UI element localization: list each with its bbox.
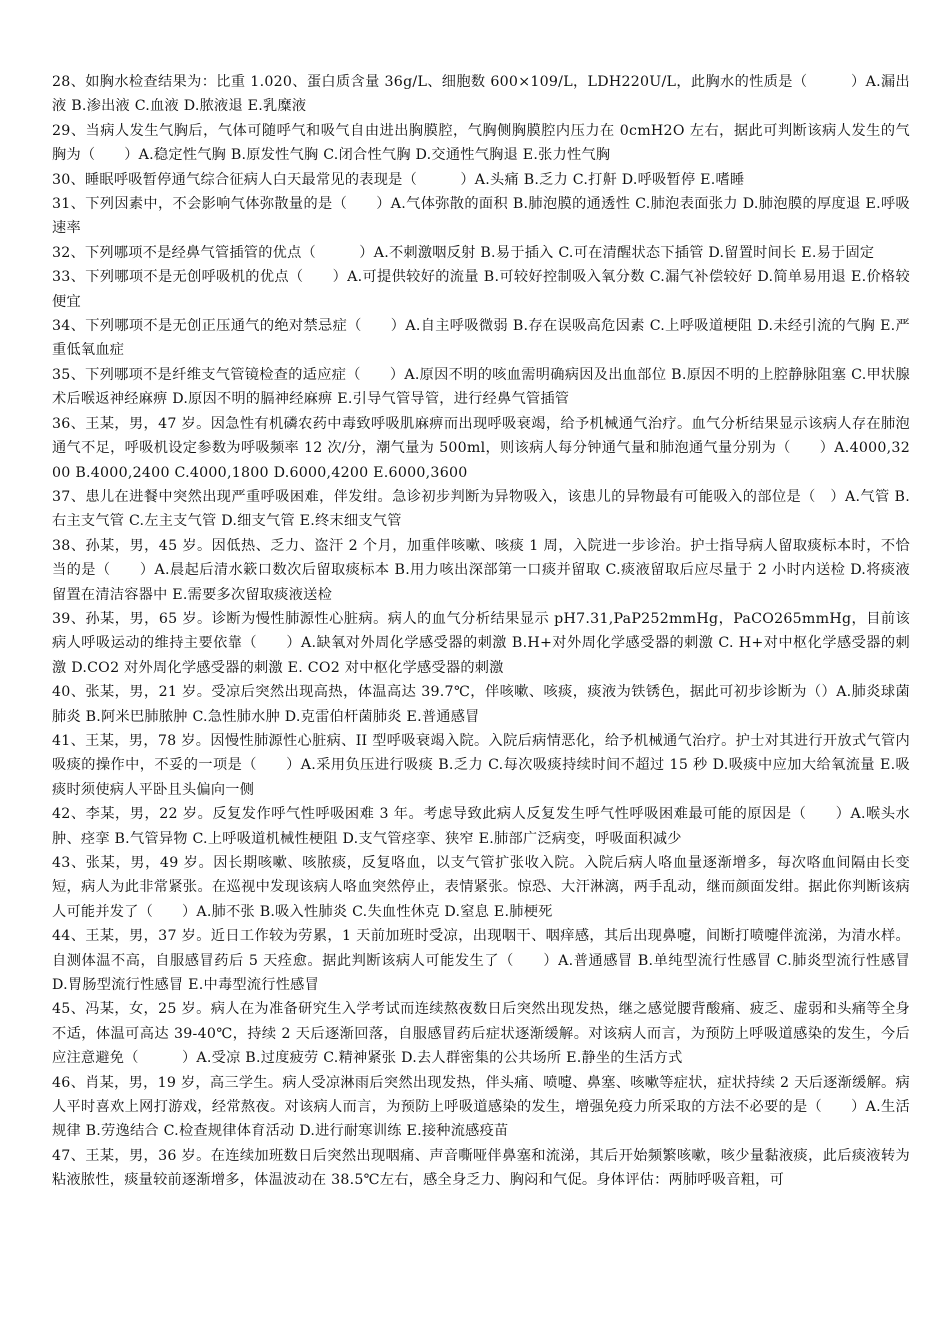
- question-35: 35、下列哪项不是纤维支气管镜检查的适应症（ ）A.原因不明的咳血需明确病因及出血部位 B.原因不明的上腔静脉阻塞 C.甲状腺术后喉返神经麻痹 D.原因不明的膈神经麻痹 E.引导气管导管，进行经鼻气管插管: [52, 366, 910, 408]
- question-40: 40、张某，男，21 岁。受凉后突然出现高热，体温高达 39.7℃，伴咳嗽、咳痰，痰液为铁锈色，据此可初步诊断为（）A.肺炎球菌肺炎 B.阿米巴肺脓肿 C.急性肺水肿 D.克雷伯杆菌肺炎 E.普通感冒: [52, 684, 910, 725]
- question-list: [52, 70, 910, 1193]
- question-41: 41、王某，男，78 岁。因慢性肺源性心脏病、II 型呼吸衰竭入院。入院后病情恶化，给予机械通气治疗。护士对其进行开放式气管内吸痰的操作中，不妥的一项是（ ）A.采用负压进行吸痰 B.乏力 C.每次吸痰持续时间不超过 15 秒 D.吸痰中应加大给氧流量 E.吸痰时须使病人平卧且头偏向一侧: [52, 732, 910, 798]
- question-34: 34、下列哪项不是无创正压通气的绝对禁忌症（ ）A.自主呼吸微弱 B.存在误吸高危因素 C.上呼吸道梗阻 D.未经引流的气胸 E.严重低氧血症: [52, 318, 910, 359]
- question-38: 38、孙某，男，45 岁。因低热、乏力、盗汗 2 个月，加重伴咳嗽、咳痰 1 周，入院进一步诊治。护士指导病人留取痰标本时，不恰当的是（ ）A.晨起后清水簌口数次后留取痰标本 B.用力咳出深部第一口痰并留取 C.痰液留取后应尽量于 2 小时内送检 D.将痰液留置在清洁容器中 E.需要多次留取痰液送检: [52, 537, 910, 603]
- question-42: 42、李某，男，22 岁。反复发作呼气性呼吸困难 3 年。考虑导致此病人反复发生呼气性呼吸困难最可能的原因是（ ）A.喉头水肿、痉挛 B.气管异物 C.上呼吸道机械性梗阻 D.支气管痉挛、狭窄 E.肺部广泛病变，呼吸面积减少: [52, 806, 910, 847]
- question-30: 30、睡眠呼吸暂停通气综合征病人白天最常见的表现是（ ）A.头痛 B.乏力 C.打鼾 D.呼吸暂停 E.嗜睡: [52, 171, 745, 188]
- question-28: 28、如胸水检查结果为：比重 1.020、蛋白质含量 36g/L、细胞数 600×109/L，LDH220U/L，此胸水的性质是（ ）A.漏出液 B.渗出液 C.血液 D.脓液退 E.乳糜液: [52, 74, 910, 115]
- question-45: 45、冯某，女，25 岁。病人在为准备研究生入学考试而连续熬夜数日后突然出现发热，继之感觉腰背酸痛、疲乏、虚弱和头痛等全身不适，体温可高达 39-40℃，持续 2 天后逐渐回落，自服感冒药后症状逐渐缓解。对该病人而言，为预防上呼吸道感染的发生，今后应注意避免（ ）A.受凉 B.过度疲劳 C.精神紧张 D.去人群密集的公共场所 E.静坐的生活方式: [52, 1001, 910, 1067]
- question-32: 32、下列哪项不是经鼻气管插管的优点（ ）A.不刺激咽反射 B.易于插入 C.可在清醒状态下插管 D.留置时间长 E.易于固定: [52, 244, 875, 261]
- question-39: 39、孙某，男，65 岁。诊断为慢性肺源性心脏病。病人的血气分析结果显示 pH7.31,PaP252mmHg，PaCO265mmHg，目前该病人呼吸运动的维持主要依靠（ ）A.缺氧对外周化学感受器的刺激 B.H+对外周化学感受器的刺激 C. H+对中枢化学感受器的刺激 D.CO2 对外周化学感受器的刺激 E. CO2 对中枢化学感受器的刺激: [52, 610, 910, 676]
- question-31: 31、下列因素中，不会影响气体弥散量的是（ ）A.气体弥散的面积 B.肺泡膜的通透性 C.肺泡表面张力 D.肺泡膜的厚度退 E.呼吸速率: [52, 196, 910, 237]
- question-46: 46、肖某，男，19 岁，高三学生。病人受凉淋雨后突然出现发热，伴头痛、喷嚏、鼻塞、咳嗽等症状，症状持续 2 天后逐渐缓解。病人平时喜欢上网打游戏，经常熬夜。对该病人而言，为预防上呼吸道感染的发生，增强免疫力所采取的方法不必要的是（ ）A.生活规律 B.劳逸结合 C.检查规律体育活动 D.进行耐寒训练 E.接种流感疫苗: [52, 1074, 910, 1140]
- question-44: 44、王某，男，37 岁。近日工作较为劳累，1 天前加班时受凉，出现咽干、咽痒感，其后出现鼻嚏，间断打喷嚏伴流涕，为清水样。自测体温不高，自服感冒药后 5 天痊愈。据此判断该病人可能发生了（ ）A.普通感冒 B.单纯型流行性感冒 C.肺炎型流行性感冒 D.胃肠型流行性感冒 E.中毒型流行性感冒: [52, 928, 910, 994]
- question-33: 33、下列哪项不是无创呼吸机的优点（ ）A.可提供较好的流量 B.可较好控制吸入氧分数 C.漏气补偿较好 D.简单易用退 E.价格较便宜: [52, 269, 910, 310]
- question-36: 36、王某，男，47 岁。因急性有机磷农药中毒致呼吸肌麻痹而出现呼吸衰竭，给予机械通气治疗。血气分析结果显示该病人存在肺泡通气不足，呼吸机设定参数为呼吸频率 12 次/分，潮气量为 500ml，则该病人每分钟通气量和肺泡通气量分别为（ ）A.4000,3200 B.4000,2400 C.4000,1800 D.6000,4200 E.6000,3600: [52, 415, 910, 481]
- question-29: 29、当病人发生气胸后，气体可随呼气和吸气自由进出胸膜腔，气胸侧胸膜腔内压力在 0cmH2O 左右，据此可判断该病人发生的气胸为（ ）A.稳定性气胸 B.原发性气胸 C.闭合性气胸 D.交通性气胸退 E.张力性气胸: [52, 122, 910, 164]
- question-37: 37、患儿在进餐中突然出现严重呼吸困难，伴发绀。急诊初步判断为异物吸入，该患儿的异物最有可能吸入的部位是（ ）A.气管 B.右主支气管 C.左主支气管 D.细支气管 E.终末细支气管: [52, 488, 910, 530]
- question-43: 43、张某，男，49 岁。因长期咳嗽、咳脓痰，反复咯血，以支气管扩张收入院。入院后病人咯血量逐渐增多，每次咯血间隔由长变短，病人为此非常紧张。在巡视中发现该病人咯血突然停止，表情紧张。惊恐、大汗淋漓，两手乱动，继而颜面发绀。据此你判断该病人可能并发了（ ）A.肺不张 B.吸入性肺炎 C.失血性休克 D.窒息 E.肺梗死: [52, 855, 910, 920]
- question-47: 47、王某，男，36 岁。在连续加班数日后突然出现咽痛、声音嘶哑伴鼻塞和流涕，其后开始频繁咳嗽，咳少量黏液痰，此后痰液转为粘液脓性，痰量较前逐渐增多，体温波动在 38.5℃左右，感全身乏力、胸闷和气促。身体评估：两肺呼吸音粗，可: [52, 1147, 910, 1189]
